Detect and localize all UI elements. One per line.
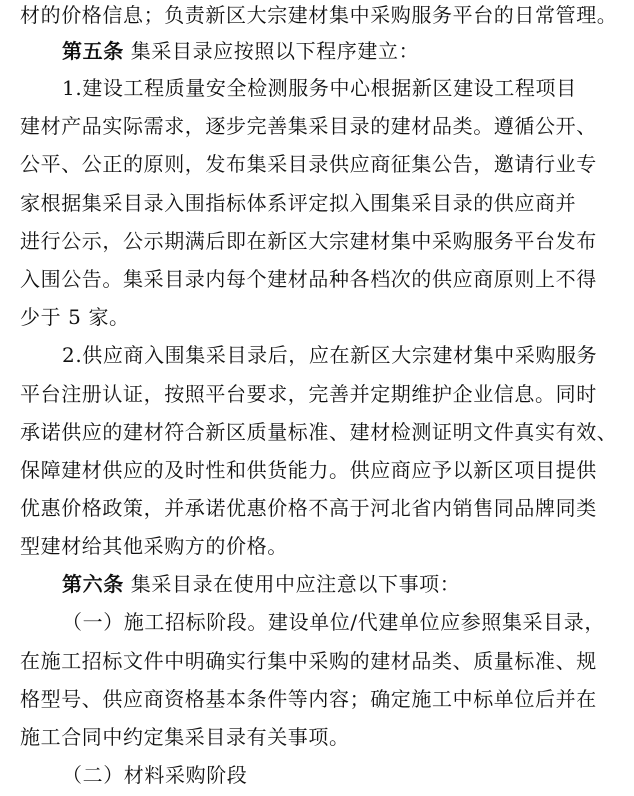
paragraph-line: 在施工招标文件中明确实行集中采购的建材品类、质量标准、规 [20,649,597,673]
paragraph-line: 承诺供应的建材符合新区质量标准、建材检测证明文件真实有效、 [20,420,618,444]
article-6-text: 集采目录在使用中应注意以下事项： [130,572,461,596]
article-5-text: 集采目录应按照以下程序建立： [130,39,420,63]
article-6-line [62,571,460,597]
paragraph-line: 家根据集采目录入围指标体系评定拟入围集采目录的供应商并 [20,191,577,215]
paragraph-line: 材的价格信息；负责新区大宗建材集中采购服务平台的日常管理。 [20,3,618,27]
paragraph-line: 公平、公正的原则，发布集采目录供应商征集公告，邀请行业专 [20,152,597,176]
paragraph-line: 格型号、供应商资格基本条件等内容；确定施工中标单位后并在 [20,687,597,711]
paragraph-line: 入围公告。集采目录内每个建材品种各档次的供应商原则上不得 [20,267,597,291]
paragraph-line: 建材产品实际需求，逐步完善集采目录的建材品类。遵循公开、 [20,114,597,138]
paragraph-line: 少于 5 家。 [20,305,130,329]
paragraph-line: （二）材料采购阶段 [62,763,248,787]
paragraph-line: 施工合同中约定集采目录有关事项。 [20,725,350,749]
paragraph-line: 平台注册认证，按照平台要求，完善并定期维护企业信息。同时 [20,382,597,406]
paragraph-line: 1.建设工程质量安全检测服务中心根据新区建设工程项目 [62,76,577,100]
article-5-line [62,38,419,64]
paragraph-line: 优惠价格政策，并承诺优惠价格不高于河北省内销售同品牌同类 [20,496,597,520]
paragraph-line: 型建材给其他采购方的价格。 [20,534,288,558]
paragraph-line: （一）施工招标阶段。建设单位/代建单位应参照集采目录， [62,610,605,634]
article-6-heading: 第六条 [62,572,124,596]
article-5-heading: 第五条 [62,39,124,63]
paragraph-line: 进行公示，公示期满后即在新区大宗建材集中采购服务平台发布 [20,229,597,253]
paragraph-line: 2.供应商入围集采目录后，应在新区大宗建材集中采购服务 [62,343,598,367]
paragraph-line: 保障建材供应的及时性和供货能力。供应商应予以新区项目提供 [20,458,597,482]
